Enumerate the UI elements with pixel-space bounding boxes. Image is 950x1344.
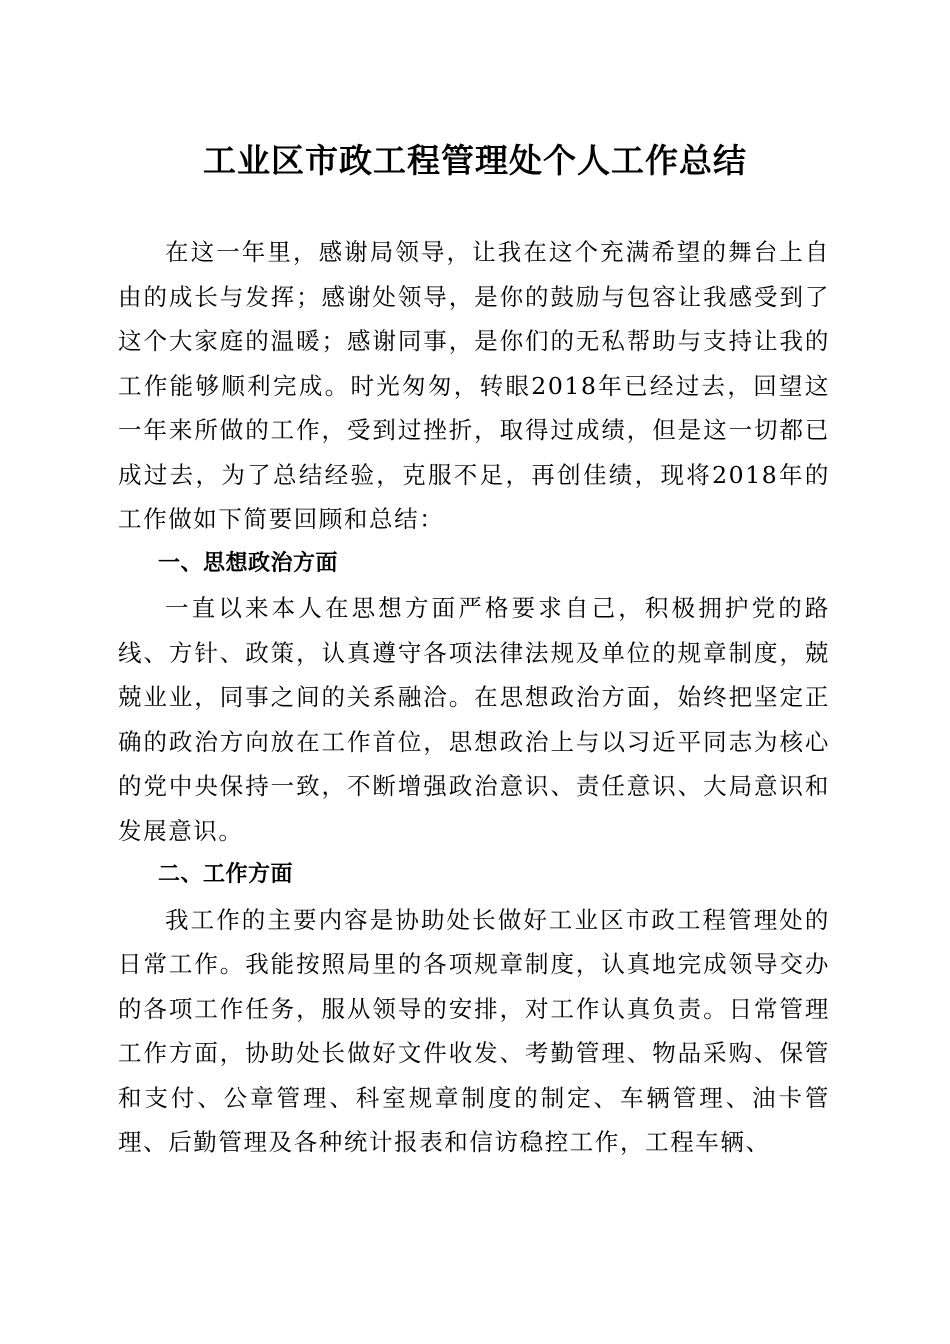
intro-paragraph: 在这一年里，感谢局领导，让我在这个充满希望的舞台上自由的成长与发挥；感谢处领导，是你的鼓励与包容让我感受到了这个大家庭的温暖；感谢同事，是你们的无私帮助与支持让我的工作能够顺利完成。时光匆匆，转眼2018年已经过去，回望这一年来所做的工作，受到过挫折，取得过成绩，但是这一切都已成过去，为了总结经验，克服不足，再创佳绩，现将2018年的工作做如下简要回顾和总结： <box>118 238 830 533</box>
section-heading-ideology: 一、思想政治方面 <box>158 550 339 576</box>
document-body <box>118 230 830 1165</box>
document-title: 工业区市政工程管理处个人工作总结 <box>203 141 747 180</box>
section-heading-work: 二、工作方面 <box>158 862 294 887</box>
section-paragraph-ideology: 一直以来本人在思想方面严格要求自己，积极拥护党的路线、方针、政策，认真遵守各项法律法规及单位的规章制度，兢兢业业，同事之间的关系融洽。在思想政治方面，始终把坚定正确的政治方向放在工作首位，思想政治上与以习近平同志为核心的党中央保持一致，不断增强政治意识、责任意识、大局意识和发展意识。 <box>118 594 830 845</box>
section-paragraph-work: 我工作的主要内容是协助处长做好工业区市政工程管理处的日常工作。我能按照局里的各项规章制度，认真地完成领导交办的各项工作任务，服从领导的安排，对工作认真负责。日常管理工作方面，协助处长做好文件收发、考勤管理、物品采购、保管和支付、公章管理、科室规章制度的制定、车辆管理、油卡管理、后勤管理及各种统计报表和信访稳控工作，工程车辆、 <box>118 905 830 1156</box>
